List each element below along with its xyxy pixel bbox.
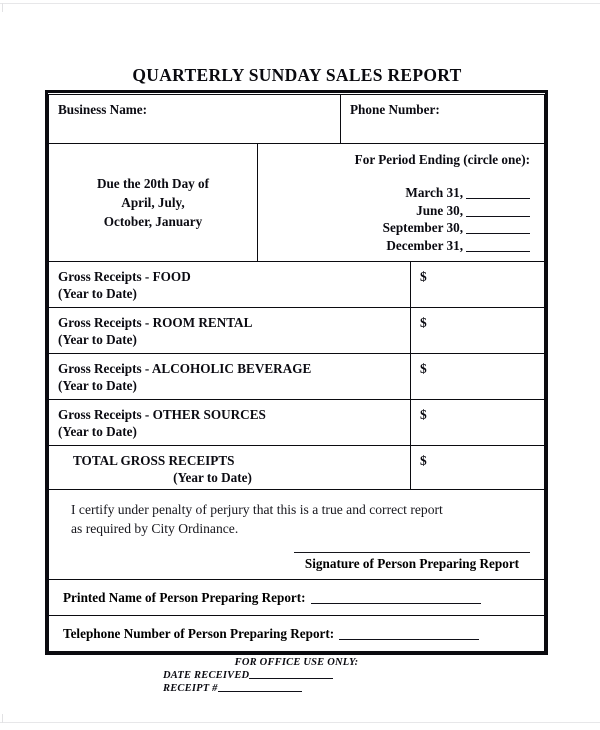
period-year-blank[interactable]: [466, 233, 530, 234]
currency-mark: $: [420, 269, 427, 284]
receipt-number-row[interactable]: [45, 682, 548, 695]
period-options-list: [266, 184, 530, 254]
date-received-label: DATE RECEIVED: [163, 670, 250, 681]
period-ending-selector[interactable]: [258, 144, 544, 261]
period-option-label: December 31,: [386, 237, 463, 253]
receipt-number-label: RECEIPT #: [163, 683, 218, 694]
period-option-label: June 30,: [416, 202, 463, 218]
date-received-blank[interactable]: [249, 678, 333, 679]
total-label-cell: [49, 446, 411, 489]
receipt-amount-food[interactable]: [411, 262, 544, 307]
phone-number-label: Phone Number:: [350, 102, 440, 117]
printed-name-section: [49, 579, 544, 615]
certification-line-1: I certify under penalty of perjury that this is a true and correct report: [71, 502, 443, 517]
form-inner-border: [48, 94, 545, 652]
printed-name-field[interactable]: [49, 580, 544, 615]
receipt-label: Gross Receipts - FOOD: [58, 269, 191, 284]
period-option-june[interactable]: [266, 202, 530, 220]
receipt-sublabel: (Year to Date): [58, 286, 137, 301]
period-year-blank[interactable]: [466, 251, 530, 252]
receipt-amount-alcoholic-beverage[interactable]: [411, 354, 544, 399]
signature-block: [294, 552, 530, 573]
period-option-label: September 30,: [382, 220, 463, 235]
telephone-field[interactable]: [49, 616, 544, 651]
telephone-label: Telephone Number of Person Preparing Report:: [63, 626, 335, 641]
telephone-blank[interactable]: [339, 639, 479, 640]
receipt-label: Gross Receipts - OTHER SOURCES: [58, 407, 266, 422]
period-year-blank[interactable]: [466, 198, 530, 199]
receipt-number-blank[interactable]: [218, 691, 302, 692]
page-left-tick-top: [2, 3, 3, 12]
office-use-heading: FOR OFFICE USE ONLY:: [234, 657, 359, 668]
signature-caption: Signature of Person Preparing Report: [304, 556, 520, 571]
printed-name-label: Printed Name of Person Preparing Report:: [63, 590, 306, 605]
sales-report-form: [45, 90, 548, 655]
due-line-1: Due the 20th Day of: [96, 176, 210, 191]
period-ending-heading: For Period Ending (circle one):: [354, 152, 530, 167]
table-row: [49, 399, 544, 445]
period-option-march[interactable]: [266, 184, 530, 202]
receipt-label: Gross Receipts - ALCOHOLIC BEVERAGE: [58, 361, 312, 376]
receipt-label-food: [49, 262, 411, 307]
table-row: [49, 353, 544, 399]
receipt-sublabel: (Year to Date): [58, 424, 137, 439]
office-use-footer: [45, 656, 548, 694]
due-line-2: April, July,: [121, 195, 185, 210]
total-sublabel: (Year to Date): [173, 470, 252, 485]
receipt-number-row-clipped: [45, 682, 548, 694]
receipt-amount-other-sources[interactable]: [411, 400, 544, 445]
receipt-label-room-rental: [49, 308, 411, 353]
telephone-section: [49, 615, 544, 651]
phone-number-field[interactable]: [341, 95, 544, 143]
period-option-september[interactable]: [266, 219, 530, 237]
currency-mark: $: [420, 315, 427, 330]
business-name-field[interactable]: [49, 95, 341, 143]
currency-mark: $: [420, 361, 427, 376]
printed-name-blank[interactable]: [311, 603, 481, 604]
page-left-tick-bottom: [2, 714, 3, 723]
business-name-label: Business Name:: [58, 102, 148, 117]
due-date-notice: [49, 144, 258, 261]
form-title: QUARTERLY SUNDAY SALES REPORT: [132, 65, 462, 85]
period-row: [49, 143, 544, 261]
receipt-label-alcoholic-beverage: [49, 354, 411, 399]
receipt-sublabel: (Year to Date): [58, 378, 137, 393]
table-row: [49, 261, 544, 307]
certification-section: [49, 489, 544, 579]
period-option-label: March 31,: [405, 185, 463, 200]
currency-mark: $: [420, 407, 427, 422]
receipt-label-other-sources: [49, 400, 411, 445]
receipt-sublabel: (Year to Date): [58, 332, 137, 347]
total-amount-field[interactable]: [411, 446, 544, 489]
identity-row: [49, 95, 544, 143]
table-row: [49, 307, 544, 353]
currency-mark: $: [420, 453, 427, 468]
date-received-row[interactable]: [45, 669, 548, 682]
receipt-amount-room-rental[interactable]: [411, 308, 544, 353]
receipt-label: Gross Receipts - ROOM RENTAL: [58, 315, 253, 330]
period-year-blank[interactable]: [466, 216, 530, 217]
period-option-december[interactable]: [266, 237, 530, 255]
certification-statement: [71, 500, 530, 538]
total-row: [49, 445, 544, 489]
page-top-rule: [0, 3, 600, 4]
page-bottom-rule: [0, 722, 600, 723]
total-label: TOTAL GROSS RECEIPTS: [73, 453, 235, 468]
due-line-3: October, January: [103, 214, 203, 229]
certification-line-2: as required by City Ordinance.: [71, 521, 239, 536]
